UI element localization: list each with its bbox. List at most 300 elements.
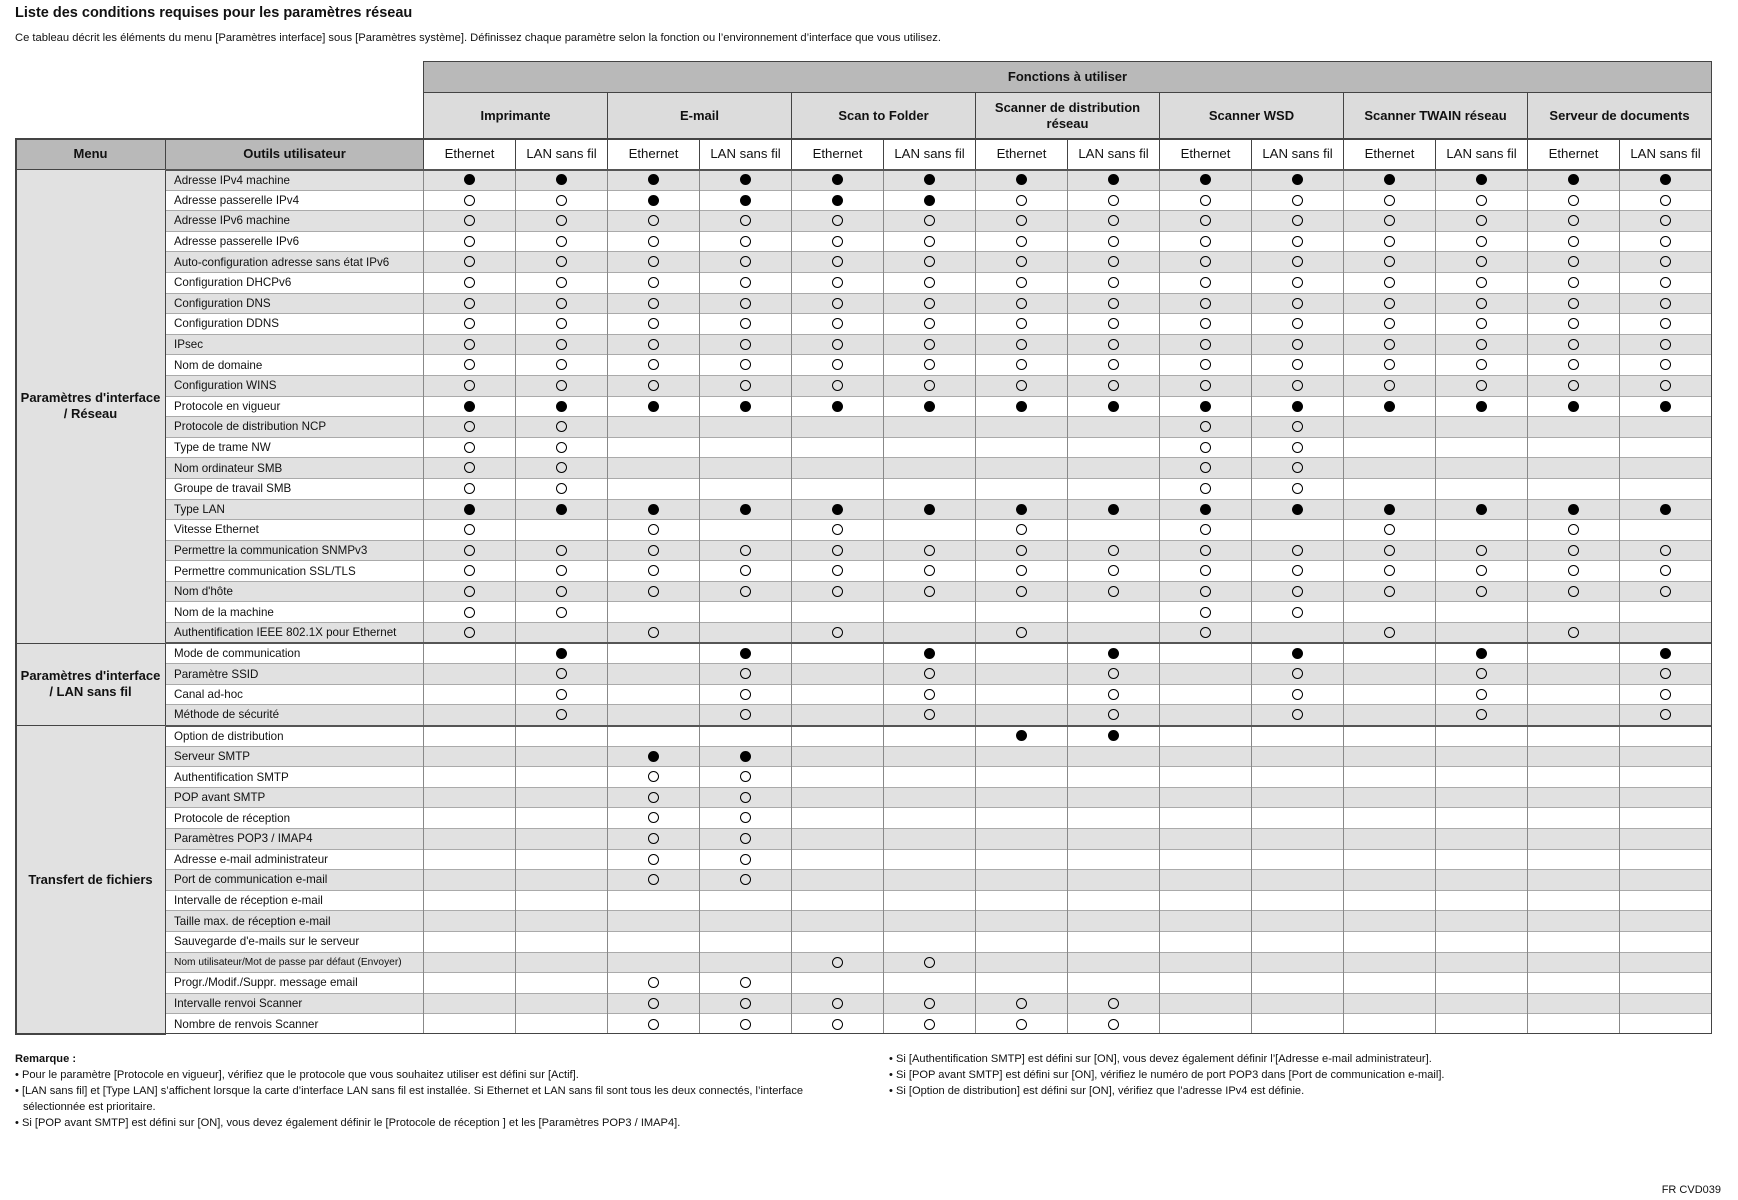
empty-circle-icon: [740, 874, 751, 885]
table-row: [16, 870, 1712, 891]
requirement-cell: [700, 726, 792, 747]
requirement-cell: [1436, 375, 1528, 396]
empty-circle-icon: [1200, 524, 1211, 535]
empty-circle-icon: [1016, 298, 1027, 309]
parameter-label: Serveur SMTP: [166, 746, 424, 767]
requirement-cell: [1160, 314, 1252, 335]
requirement-cell: [976, 705, 1068, 726]
requirement-cell: [792, 211, 884, 232]
empty-circle-icon: [1108, 1019, 1119, 1030]
requirement-cell: [884, 314, 976, 335]
requirement-cell: [976, 355, 1068, 376]
requirement-cell: [608, 478, 700, 499]
function-header: Scanner de distribution réseau: [976, 93, 1160, 139]
requirement-cell: [976, 499, 1068, 520]
requirement-cell: [1068, 252, 1160, 273]
table-row: [16, 952, 1712, 973]
empty-circle-icon: [740, 565, 751, 576]
requirement-cell: [1252, 478, 1344, 499]
filled-circle-icon: [648, 751, 659, 762]
empty-circle-icon: [924, 545, 935, 556]
filled-circle-icon: [1476, 401, 1487, 412]
empty-circle-icon: [1476, 709, 1487, 720]
table-row: [16, 664, 1712, 685]
legend-spacer: [16, 93, 424, 139]
empty-circle-icon: [1200, 339, 1211, 350]
requirement-cell: [516, 973, 608, 994]
requirement-cell: [1436, 334, 1528, 355]
requirement-cell: [792, 726, 884, 747]
requirement-cell: [1436, 952, 1528, 973]
requirement-cell: [516, 252, 608, 273]
empty-circle-icon: [464, 586, 475, 597]
requirement-cell: [1344, 952, 1436, 973]
empty-circle-icon: [464, 215, 475, 226]
requirement-cell: [608, 231, 700, 252]
requirement-cell: [516, 293, 608, 314]
requirement-cell: [516, 911, 608, 932]
requirement-cell: [608, 911, 700, 932]
requirement-cell: [1068, 664, 1160, 685]
requirement-cell: [1528, 252, 1620, 273]
requirement-cell: [516, 623, 608, 644]
filled-circle-icon: [1108, 648, 1119, 659]
requirement-cell: [976, 643, 1068, 664]
parameter-label: Port de communication e-mail: [166, 870, 424, 891]
empty-circle-icon: [924, 957, 935, 968]
empty-circle-icon: [924, 998, 935, 1009]
requirement-cell: [792, 623, 884, 644]
requirement-cell: [976, 931, 1068, 952]
requirement-cell: [1620, 890, 1712, 911]
requirement-cell: [884, 746, 976, 767]
requirement-cell: [1252, 581, 1344, 602]
requirement-cell: [884, 870, 976, 891]
requirement-cell: [700, 334, 792, 355]
remark-item: • Si [POP avant SMTP] est défini sur [ON], vous devez également définir le [Protocole de réception ] et les [Paramètres POP3 / IMAP4].: [15, 1117, 681, 1129]
remark-item: • Si [POP avant SMTP] est défini sur [ON], vérifiez le numéro de port POP3 dans [Port de communication e-mail].: [889, 1069, 1445, 1081]
requirement-cell: [1528, 540, 1620, 561]
ethernet-header: Ethernet: [608, 139, 700, 170]
empty-circle-icon: [1568, 298, 1579, 309]
requirement-cell: [1528, 787, 1620, 808]
requirement-cell: [424, 684, 516, 705]
requirement-cell: [1436, 478, 1528, 499]
empty-circle-icon: [924, 586, 935, 597]
requirement-cell: [1252, 211, 1344, 232]
requirement-cell: [1620, 520, 1712, 541]
empty-circle-icon: [1016, 524, 1027, 535]
empty-circle-icon: [832, 380, 843, 391]
requirement-cell: [700, 870, 792, 891]
empty-circle-icon: [1292, 359, 1303, 370]
requirement-cell: [424, 231, 516, 252]
empty-circle-icon: [1016, 339, 1027, 350]
requirement-cell: [976, 561, 1068, 582]
parameter-label: IPsec: [166, 334, 424, 355]
requirement-cell: [1160, 437, 1252, 458]
empty-circle-icon: [740, 833, 751, 844]
requirement-cell: [1068, 437, 1160, 458]
requirement-cell: [976, 211, 1068, 232]
ethernet-header: Ethernet: [1528, 139, 1620, 170]
requirement-cell: [1528, 808, 1620, 829]
requirement-cell: [884, 705, 976, 726]
requirement-cell: [792, 643, 884, 664]
requirement-cell: [1252, 520, 1344, 541]
filled-circle-icon: [648, 504, 659, 515]
filled-circle-icon: [924, 174, 935, 185]
empty-circle-icon: [1568, 256, 1579, 267]
requirement-cell: [608, 170, 700, 191]
requirement-cell: [700, 314, 792, 335]
parameter-label: Auto-configuration adresse sans état IPv6: [166, 252, 424, 273]
requirement-cell: [516, 726, 608, 747]
empty-circle-icon: [648, 236, 659, 247]
filled-circle-icon: [1292, 504, 1303, 515]
empty-circle-icon: [832, 215, 843, 226]
requirement-cell: [1068, 561, 1160, 582]
requirement-cell: [1160, 581, 1252, 602]
requirement-cell: [1436, 684, 1528, 705]
empty-circle-icon: [1660, 565, 1671, 576]
requirement-cell: [792, 767, 884, 788]
requirement-cell: [424, 314, 516, 335]
requirement-cell: [884, 211, 976, 232]
requirement-cell: [792, 993, 884, 1014]
empty-circle-icon: [1660, 545, 1671, 556]
requirement-cell: [792, 705, 884, 726]
requirement-cell: [608, 829, 700, 850]
requirement-cell: [700, 911, 792, 932]
requirement-cell: [1068, 1014, 1160, 1035]
empty-circle-icon: [1200, 627, 1211, 638]
requirement-cell: [608, 726, 700, 747]
requirement-cell: [976, 1014, 1068, 1035]
table-row: [16, 231, 1712, 252]
requirement-cell: [1528, 746, 1620, 767]
parameter-label: Configuration DNS: [166, 293, 424, 314]
empty-circle-icon: [464, 380, 475, 391]
requirement-cell: [1252, 561, 1344, 582]
empty-circle-icon: [464, 277, 475, 288]
requirement-cell: [1436, 623, 1528, 644]
requirement-cell: [1252, 705, 1344, 726]
requirement-cell: [1252, 664, 1344, 685]
empty-circle-icon: [1476, 215, 1487, 226]
empty-circle-icon: [648, 545, 659, 556]
requirement-cell: [608, 746, 700, 767]
requirement-cell: [516, 314, 608, 335]
requirement-cell: [1436, 829, 1528, 850]
requirement-cell: [1160, 293, 1252, 314]
requirement-cell: [1252, 417, 1344, 438]
requirement-cell: [1252, 272, 1344, 293]
requirement-cell: [1436, 931, 1528, 952]
requirement-cell: [1160, 993, 1252, 1014]
filled-circle-icon: [1108, 174, 1119, 185]
requirement-cell: [1252, 437, 1344, 458]
requirement-cell: [1068, 272, 1160, 293]
empty-circle-icon: [464, 256, 475, 267]
document-code: FR CVD039: [1661, 1184, 1721, 1196]
empty-circle-icon: [648, 215, 659, 226]
requirement-cell: [424, 849, 516, 870]
requirement-cell: [1528, 314, 1620, 335]
requirement-cell: [1160, 602, 1252, 623]
parameter-label: Vitesse Ethernet: [166, 520, 424, 541]
empty-circle-icon: [556, 586, 567, 597]
filled-circle-icon: [1476, 504, 1487, 515]
filled-circle-icon: [1568, 504, 1579, 515]
filled-circle-icon: [1200, 401, 1211, 412]
requirement-cell: [700, 478, 792, 499]
wireless-lan-header: LAN sans fil: [884, 139, 976, 170]
requirement-cell: [608, 272, 700, 293]
requirement-cell: [608, 623, 700, 644]
empty-circle-icon: [648, 998, 659, 1009]
ethernet-header: Ethernet: [976, 139, 1068, 170]
empty-circle-icon: [1108, 359, 1119, 370]
empty-circle-icon: [924, 339, 935, 350]
requirement-cell: [1344, 334, 1436, 355]
remark-item: • Si [Option de distribution] est défini sur [ON], vérifiez que l’adresse IPv4 est définie.: [889, 1085, 1305, 1097]
requirement-cell: [884, 993, 976, 1014]
empty-circle-icon: [1660, 709, 1671, 720]
functions-header: Fonctions à utiliser: [424, 62, 1712, 93]
requirement-cell: [792, 540, 884, 561]
requirement-cell: [424, 396, 516, 417]
filled-circle-icon: [1200, 504, 1211, 515]
requirement-cell: [700, 272, 792, 293]
requirement-cell: [1344, 643, 1436, 664]
requirement-cell: [1620, 684, 1712, 705]
empty-circle-icon: [740, 256, 751, 267]
requirement-cell: [700, 211, 792, 232]
requirement-cell: [792, 561, 884, 582]
requirement-cell: [516, 767, 608, 788]
table-row: [16, 602, 1712, 623]
requirement-cell: [1528, 417, 1620, 438]
empty-circle-icon: [648, 298, 659, 309]
empty-circle-icon: [1292, 421, 1303, 432]
requirement-cell: [516, 581, 608, 602]
requirement-cell: [1436, 561, 1528, 582]
requirement-cell: [1344, 520, 1436, 541]
requirement-cell: [1160, 375, 1252, 396]
requirement-cell: [792, 1014, 884, 1035]
empty-circle-icon: [1016, 277, 1027, 288]
requirement-cell: [1160, 973, 1252, 994]
requirement-cell: [976, 870, 1068, 891]
table-row: [16, 170, 1712, 191]
requirement-cell: [424, 993, 516, 1014]
requirement-cell: [884, 623, 976, 644]
requirement-cell: [1528, 664, 1620, 685]
requirement-cell: [608, 561, 700, 582]
requirement-cell: [1528, 355, 1620, 376]
table-row: [16, 355, 1712, 376]
requirement-cell: [1068, 355, 1160, 376]
requirement-cell: [1528, 623, 1620, 644]
empty-circle-icon: [1660, 277, 1671, 288]
empty-circle-icon: [1200, 380, 1211, 391]
requirement-cell: [516, 849, 608, 870]
empty-circle-icon: [1476, 668, 1487, 679]
empty-circle-icon: [832, 359, 843, 370]
requirement-cell: [1620, 458, 1712, 479]
requirement-cell: [1160, 190, 1252, 211]
empty-circle-icon: [924, 1019, 935, 1030]
requirement-cell: [884, 458, 976, 479]
parameter-label: Protocole de réception: [166, 808, 424, 829]
table-row: [16, 252, 1712, 273]
empty-circle-icon: [1200, 277, 1211, 288]
requirement-cell: [608, 973, 700, 994]
table-row: [16, 787, 1712, 808]
empty-circle-icon: [1292, 195, 1303, 206]
menu-group-label: Transfert de fichiers: [16, 726, 166, 1035]
requirement-cell: [1436, 787, 1528, 808]
requirement-cell: [1528, 993, 1620, 1014]
requirement-cell: [1068, 499, 1160, 520]
requirement-cell: [1436, 272, 1528, 293]
empty-circle-icon: [464, 545, 475, 556]
requirement-cell: [1252, 190, 1344, 211]
requirement-cell: [792, 870, 884, 891]
requirement-cell: [1344, 561, 1436, 582]
requirement-cell: [1620, 190, 1712, 211]
empty-circle-icon: [1292, 256, 1303, 267]
empty-circle-icon: [1292, 442, 1303, 453]
requirement-cell: [608, 890, 700, 911]
table-row: [16, 767, 1712, 788]
empty-circle-icon: [1200, 607, 1211, 618]
parameter-label: Méthode de sécurité: [166, 705, 424, 726]
menu-group-label: Paramètres d'interface / Réseau: [16, 170, 166, 644]
requirement-cell: [1528, 272, 1620, 293]
requirement-cell: [516, 520, 608, 541]
filled-circle-icon: [556, 504, 567, 515]
requirement-cell: [516, 437, 608, 458]
requirement-cell: [1528, 705, 1620, 726]
requirement-cell: [1160, 520, 1252, 541]
empty-circle-icon: [740, 998, 751, 1009]
requirement-cell: [792, 890, 884, 911]
requirement-cell: [1068, 849, 1160, 870]
requirement-cell: [1160, 829, 1252, 850]
requirement-cell: [976, 684, 1068, 705]
empty-circle-icon: [1476, 565, 1487, 576]
empty-circle-icon: [832, 998, 843, 1009]
requirement-cell: [1068, 684, 1160, 705]
wireless-lan-header: LAN sans fil: [1620, 139, 1712, 170]
filled-circle-icon: [1384, 174, 1395, 185]
requirement-cell: [1344, 684, 1436, 705]
requirement-cell: [792, 499, 884, 520]
empty-circle-icon: [556, 668, 567, 679]
requirement-cell: [700, 746, 792, 767]
parameter-label: Nom utilisateur/Mot de passe par défaut (Envoyer): [166, 952, 424, 973]
requirement-cell: [1344, 355, 1436, 376]
requirement-cell: [516, 808, 608, 829]
requirement-cell: [1068, 623, 1160, 644]
requirement-cell: [1068, 396, 1160, 417]
requirement-cell: [1344, 746, 1436, 767]
empty-circle-icon: [1476, 195, 1487, 206]
requirement-cell: [884, 561, 976, 582]
parameter-label: Nom d'hôte: [166, 581, 424, 602]
requirement-cell: [1528, 561, 1620, 582]
empty-circle-icon: [1568, 359, 1579, 370]
empty-circle-icon: [832, 524, 843, 535]
requirement-cell: [608, 293, 700, 314]
requirement-cell: [1620, 231, 1712, 252]
requirement-cell: [424, 293, 516, 314]
requirement-cell: [792, 293, 884, 314]
empty-circle-icon: [740, 236, 751, 247]
empty-circle-icon: [648, 977, 659, 988]
requirement-cell: [608, 581, 700, 602]
requirement-cell: [424, 931, 516, 952]
empty-circle-icon: [832, 298, 843, 309]
requirement-cell: [884, 602, 976, 623]
requirement-cell: [976, 190, 1068, 211]
requirement-cell: [792, 520, 884, 541]
table-row: [16, 478, 1712, 499]
requirement-cell: [1344, 931, 1436, 952]
requirement-cell: [1252, 540, 1344, 561]
requirement-cell: [1252, 375, 1344, 396]
empty-circle-icon: [464, 607, 475, 618]
requirement-cell: [884, 808, 976, 829]
requirement-cell: [424, 561, 516, 582]
requirement-cell: [1344, 705, 1436, 726]
requirement-cell: [424, 746, 516, 767]
empty-circle-icon: [1384, 586, 1395, 597]
requirement-cell: [1068, 581, 1160, 602]
empty-circle-icon: [1108, 689, 1119, 700]
requirement-cell: [1528, 458, 1620, 479]
requirement-cell: [884, 272, 976, 293]
requirement-cell: [1528, 767, 1620, 788]
requirement-cell: [1160, 478, 1252, 499]
requirement-cell: [1528, 231, 1620, 252]
empty-circle-icon: [1660, 195, 1671, 206]
requirement-cell: [608, 808, 700, 829]
requirement-cell: [1436, 993, 1528, 1014]
empty-circle-icon: [832, 627, 843, 638]
empty-circle-icon: [1108, 298, 1119, 309]
requirement-cell: [1344, 623, 1436, 644]
empty-circle-icon: [1016, 359, 1027, 370]
requirement-cell: [700, 581, 792, 602]
requirement-cell: [884, 643, 976, 664]
requirement-cell: [1160, 252, 1252, 273]
empty-circle-icon: [648, 339, 659, 350]
empty-circle-icon: [1200, 298, 1211, 309]
requirement-cell: [1620, 375, 1712, 396]
requirement-cell: [1436, 746, 1528, 767]
empty-circle-icon: [556, 256, 567, 267]
table-row: [16, 499, 1712, 520]
requirement-cell: [424, 355, 516, 376]
requirement-cell: [792, 911, 884, 932]
ethernet-header: Ethernet: [1160, 139, 1252, 170]
requirement-cell: [1160, 746, 1252, 767]
requirement-cell: [976, 952, 1068, 973]
empty-circle-icon: [1384, 545, 1395, 556]
